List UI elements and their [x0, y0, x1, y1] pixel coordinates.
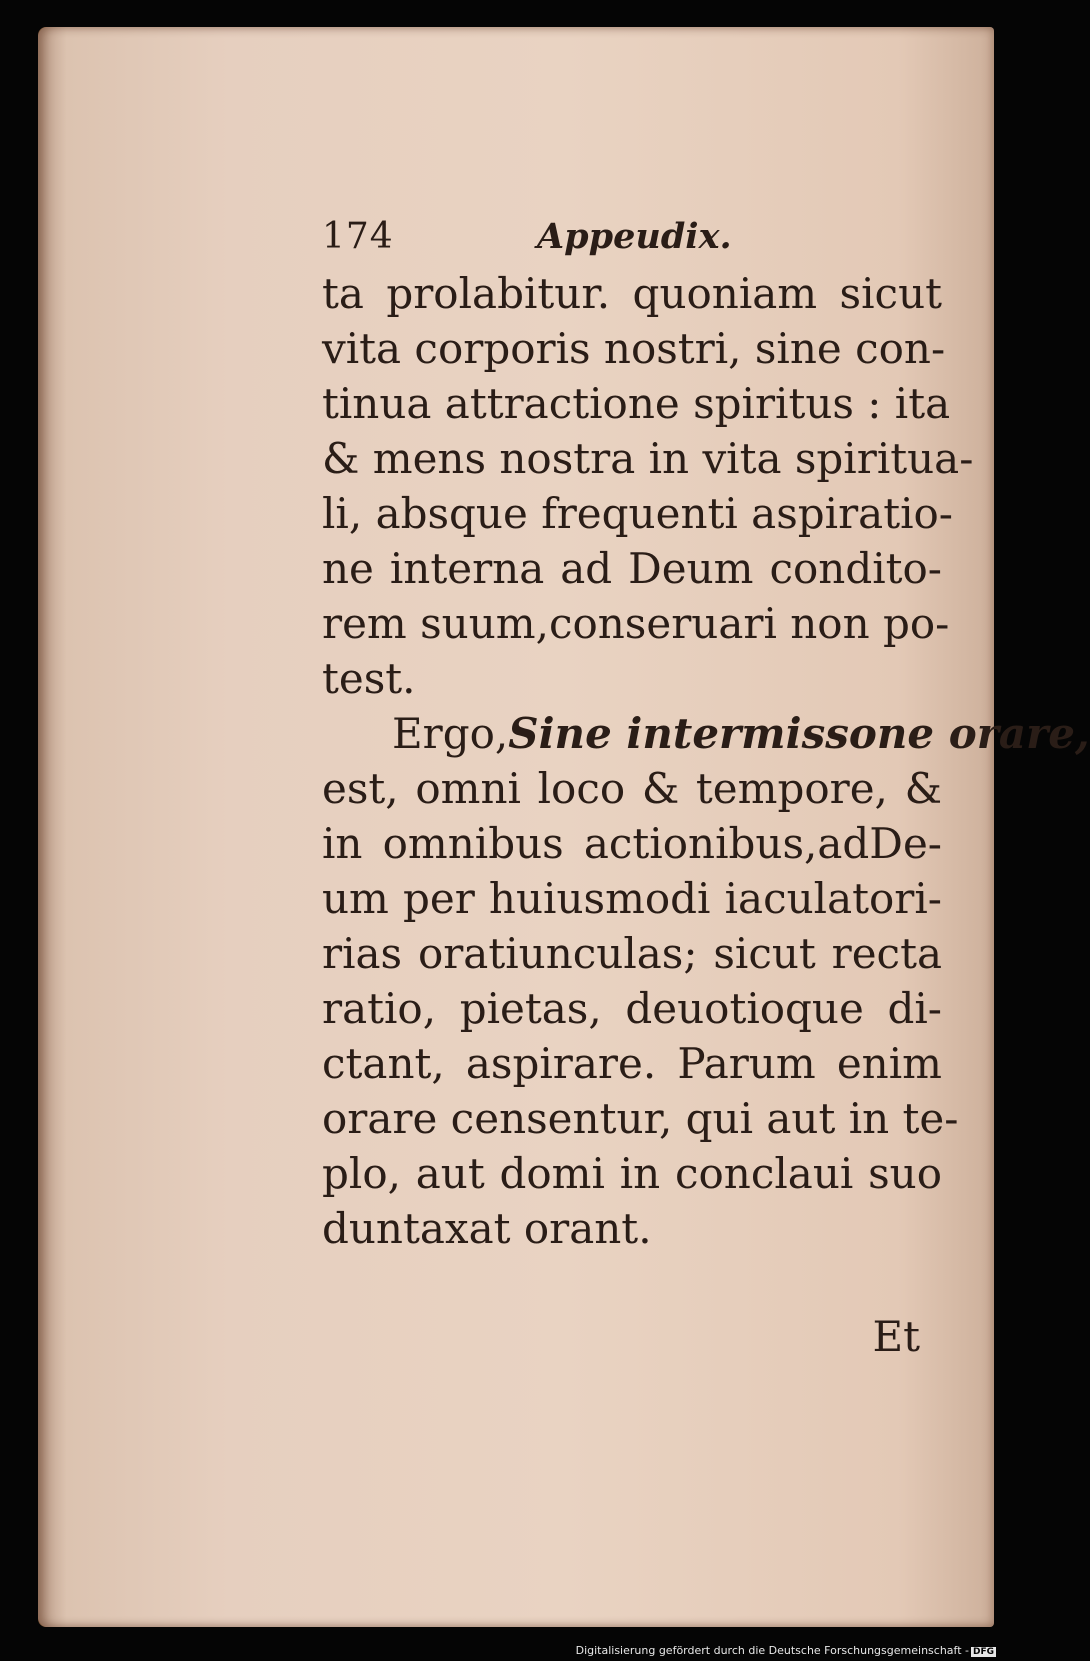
page-text [322, 216, 1090, 1256]
credit-text: Digitalisierung gefördert durch die Deutsche Forschungsgemeinschaft - [575, 1644, 969, 1657]
text-line: plo, aut domi in conclaui suo [322, 1149, 942, 1198]
text-line: vita corporis nostri, sine con- [322, 324, 946, 373]
italic-quote: Sine intermissone orare, [508, 709, 1090, 758]
text-line: in omnibus actionibus,adDe- [322, 819, 942, 868]
text-line: tinua attractione spiritus : ita [322, 379, 951, 428]
text-line: ne interna ad Deum condito- [322, 544, 942, 593]
running-head-title: Appeudix. [537, 216, 732, 257]
catchword: Et [872, 1312, 920, 1361]
paragraph-lead: Ergo, [392, 709, 509, 758]
text-line-first [322, 706, 1090, 761]
paragraph-2 [322, 706, 1090, 1256]
dfg-logo: DFG [972, 1647, 994, 1657]
paragraph-1 [322, 266, 974, 706]
text-line: rem suum,conseruari non po- [322, 599, 950, 648]
running-head [322, 216, 942, 266]
text-line: ta prolabitur. quoniam sicut [322, 269, 942, 318]
text-line: duntaxat orant. [322, 1204, 652, 1253]
digitization-credit [576, 1644, 996, 1657]
text-line: ratio, pietas, deuotioque di- [322, 984, 942, 1033]
text-line: ctant, aspirare. Parum enim [322, 1039, 942, 1088]
text-line: test. [322, 654, 416, 703]
text-line: & mens nostra in vita spiritua- [322, 434, 974, 483]
text-line: um per huiusmodi iaculatori- [322, 874, 942, 923]
text-line: rias oratiunculas; sicut recta [322, 929, 942, 978]
text-line: orare censentur, qui aut in te- [322, 1094, 959, 1143]
text-line: li, absque frequenti aspiratio- [322, 489, 953, 538]
text-line: est, omni loco & tempore, & [322, 764, 942, 813]
page-number: 174 [322, 216, 394, 257]
